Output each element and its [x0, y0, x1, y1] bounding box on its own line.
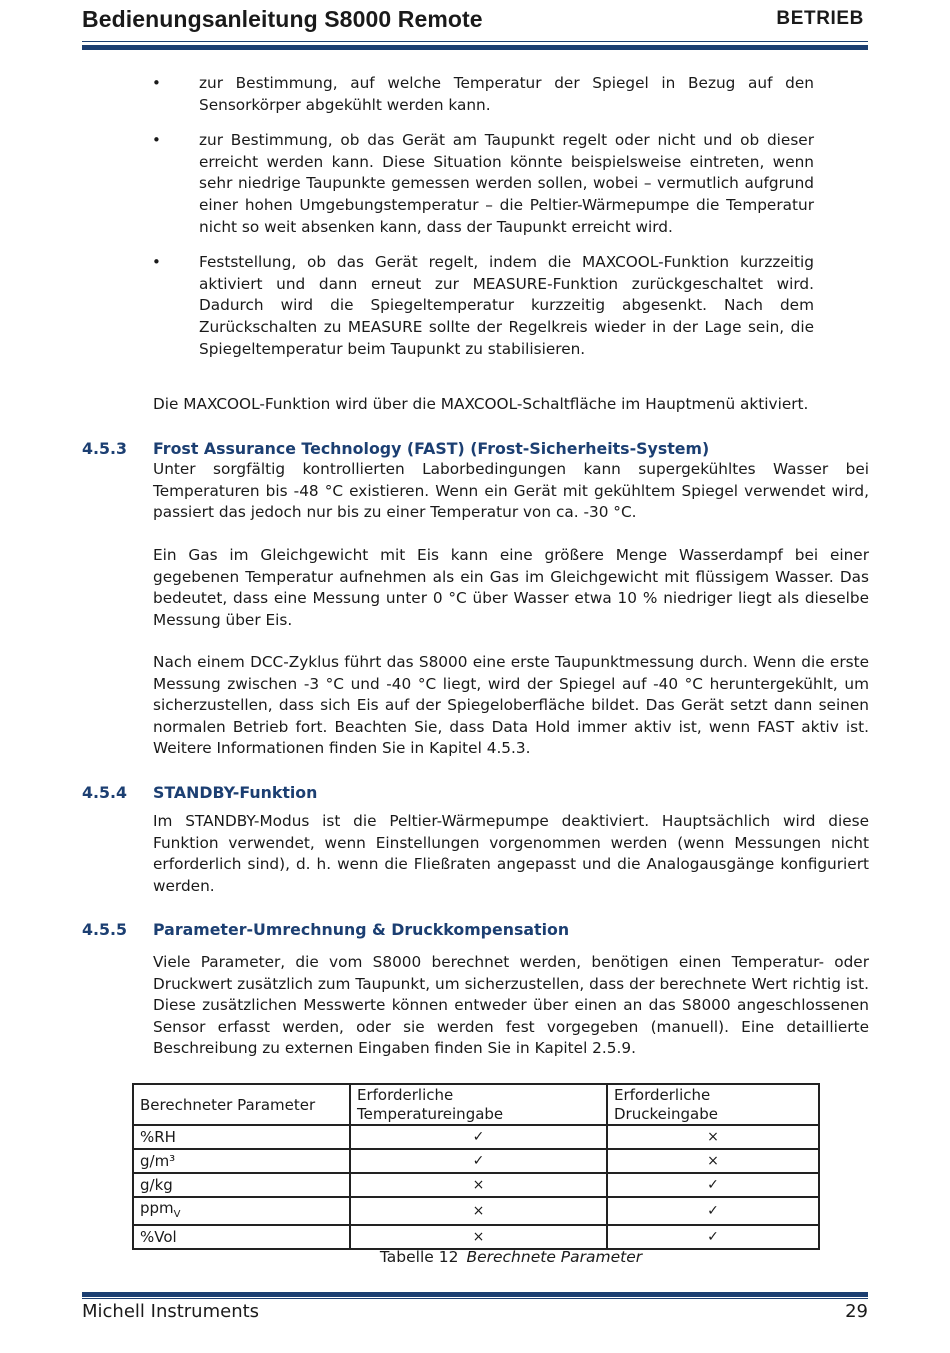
pressure-mark: ×: [607, 1125, 819, 1149]
table-caption: [0, 1248, 950, 1266]
parameter-cell: g/kg: [133, 1173, 350, 1197]
chapter-name: BETRIEB: [776, 8, 864, 29]
footer-rule-thin: [82, 1298, 868, 1299]
bullet-dot: •: [152, 74, 161, 92]
section-title: Parameter-Umrechnung & Druckkompensation: [153, 920, 570, 939]
temperature-mark: ✓: [350, 1125, 607, 1149]
caption-title: Berechnete Parameter: [466, 1248, 643, 1266]
bullet-list: [152, 73, 814, 374]
parameter-cell: %Vol: [133, 1225, 350, 1249]
column-header: Berechneter Parameter: [133, 1084, 350, 1125]
pressure-mark: ✓: [607, 1197, 819, 1225]
column-header: Erforderliche Druckeingabe: [607, 1084, 819, 1125]
table-row: [133, 1149, 819, 1173]
section-number: 4.5.5: [82, 920, 127, 939]
bullet-dot: •: [152, 131, 161, 150]
temperature-mark: ×: [350, 1197, 607, 1225]
paragraph: Ein Gas im Gleichgewicht mit Eis kann eine größere Menge Wasserdampf bei einer gegebenen Temperatur aufnehmen als ein Gas im Gleichgewicht mit flüssigem Wasser. Das bedeutet, dass eine Messung unter 0 °C über Wasser etwa 10 % niedriger liegt als dieselbe Messung über Eis.: [153, 546, 869, 629]
list-item: • zur Bestimmung, auf welche Temperatur der Spiegel in Bezug auf den Sensorkörper abgekühlt werden kann.: [152, 74, 814, 114]
temperature-mark: ×: [350, 1173, 607, 1197]
table-header-row: [133, 1084, 819, 1125]
section-heading-fast: [82, 438, 709, 459]
temperature-mark: ✓: [350, 1149, 607, 1173]
table-row: [133, 1225, 819, 1249]
list-item: • Feststellung, ob das Gerät regelt, indem die MAXCOOL-Funktion kurzzeitig aktiviert und dann erneut zur MEASURE-Funktion zurückgeschaltet wird. Dadurch wird die Spiegeltemperatur kurzzeitig abgesenkt. Nach dem Zurückschalten zu MEASURE sollte der Regelkreis wieder in der Lage sein, die Spiegeltemperatur beim Taupunkt zu stabilisieren.: [152, 253, 814, 358]
parameter-cell: ppm$_V$: [133, 1197, 350, 1225]
caption-label: Tabelle 12: [379, 1248, 459, 1266]
table-row: [133, 1197, 819, 1225]
table-row: [133, 1173, 819, 1197]
section-heading-parameters: [82, 919, 569, 940]
pressure-mark: ×: [607, 1149, 819, 1173]
section-number: 4.5.4: [82, 783, 127, 802]
parameter-table: [132, 1083, 820, 1250]
temperature-mark: ×: [350, 1225, 607, 1249]
parameter-cell: %RH: [133, 1125, 350, 1149]
section-title: Frost Assurance Technology (FAST) (Frost-Sicherheits-System): [153, 439, 710, 458]
header-rule-thin: [82, 41, 868, 42]
section-title: STANDBY-Funktion: [153, 783, 318, 802]
pressure-mark: ✓: [607, 1225, 819, 1249]
paragraph: Im STANDBY-Modus ist die Peltier-Wärmepumpe deaktiviert. Hauptsächlich wird diese Funktion verwendet, wenn Einstellungen vorgenommen werden (wenn Messungen nicht erforderlich sind), d. h. wenn die Fließraten angepasst und die Analogausgänge konfiguriert werden.: [153, 812, 869, 895]
paragraph: Viele Parameter, die vom S8000 berechnet werden, benötigen einen Temperatur- oder Druckwert zusätzlich zum Taupunkt, um sicherzustellen, dass der berechnete Wert richtig ist. Diese zusätzlichen Messwerte können entweder über einen an das S8000 angeschlossenen Sensor erfasst werden, oder sie werden fest vorgegeben (manuell). Eine detaillierte Beschreibung zu externen Eingaben finden Sie in Kapitel 2.5.9.: [153, 953, 869, 1058]
footer-company: Michell Instruments: [82, 1301, 260, 1322]
header-rule-thick: [82, 45, 868, 50]
paragraph: Nach einem DCC-Zyklus führt das S8000 eine erste Taupunktmessung durch. Wenn die erste Messung zwischen -3 °C und -40 °C liegt, wird der Spiegel auf -40 °C heruntergekühlt, um sicherzustellen, dass sich Eis auf der Spiegeloberfläche bildet. Das Gerät setzt dann seinen normalen Betrieb fort. Beachten Sie, dass Data Hold immer aktiv ist, wenn FAST aktiv ist. Weitere Informationen finden Sie in Kapitel 4.5.3.: [153, 653, 869, 758]
paragraph: Unter sorgfältig kontrollierten Laborbedingungen kann supergekühltes Wasser bei Temperaturen bis -48 °C existieren. Wenn ein Gerät mit gekühltem Spiegel verwendet wird, passiert das jedoch nur bis zu einer Temperatur von ca. -30 °C.: [153, 460, 869, 522]
parameter-subscript: V: [173, 1209, 181, 1220]
pressure-mark: ✓: [607, 1173, 819, 1197]
document-title: Bedienungsanleitung S8000 Remote: [82, 6, 483, 32]
parameter-cell: g/m³: [133, 1149, 350, 1173]
bullet-dot: •: [152, 253, 161, 272]
footer-rule-thick: [82, 1292, 868, 1297]
table-row: [133, 1125, 819, 1149]
maxcool-note: Die MAXCOOL-Funktion wird über die MAXCOOL-Schaltfläche im Hauptmenü aktiviert.: [153, 395, 809, 413]
section-heading-standby: [82, 782, 317, 803]
column-header: Erforderliche Temperatureingabe: [350, 1084, 607, 1125]
section-number: 4.5.3: [82, 439, 127, 458]
list-item: • zur Bestimmung, ob das Gerät am Taupunkt regelt oder nicht und ob dieser erreicht werden kann. Diese Situation könnte beispielsweise eintreten, wenn sehr niedrige Taupunkte gemessen werden sollen, wobei – vermutlich aufgrund einer hohen Umgebungstemperatur – die Peltier-Wärmepumpe die Temperatur nicht so weit absenken kann, dass der Taupunkt erreicht wird.: [152, 131, 814, 236]
page-number: 29: [845, 1301, 868, 1322]
